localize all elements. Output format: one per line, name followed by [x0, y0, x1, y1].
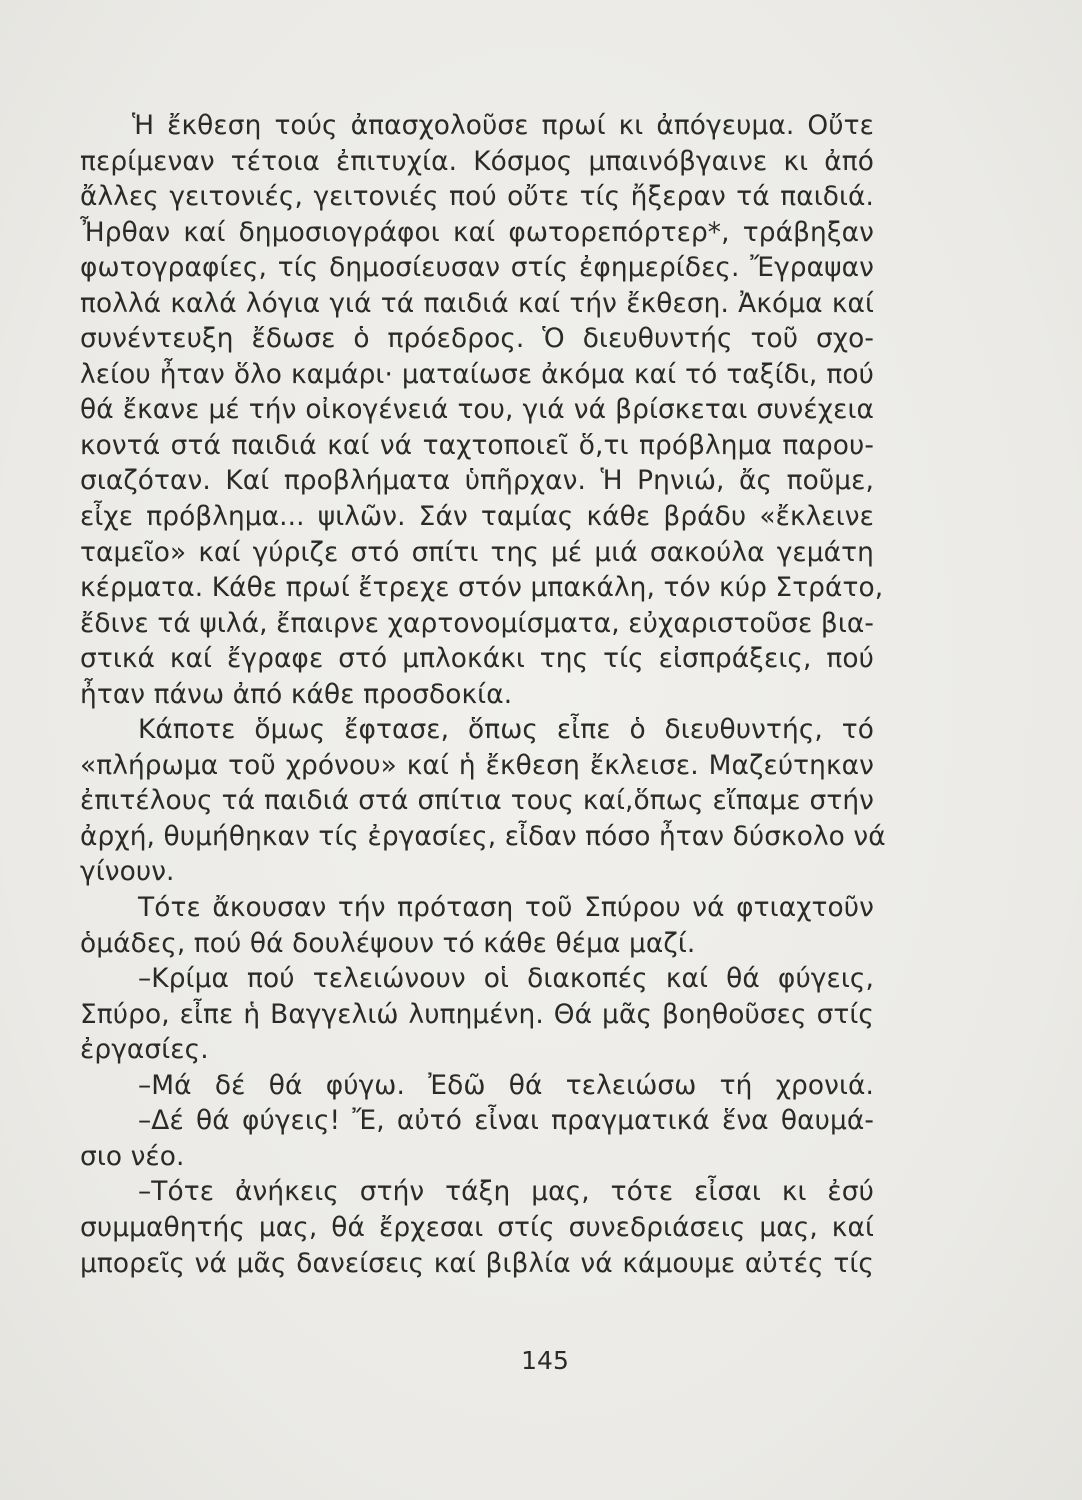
text-line: εἶχε πρόβλημα... ψιλῶν. Σάν ταμίας κάθε βράδυ «ἔκλεινε	[80, 501, 874, 533]
text-line: πολλά καλά λόγια γιά τά παιδιά καί τήν ἔκθεση. Ἀκόμα καί	[80, 287, 874, 319]
text-line: μπορεῖς νά μᾶς δανείσεις καί βιβλία νά κάμουμε αὐτές τίς	[80, 1247, 874, 1279]
text-line: συμμαθητής μας, θά ἔρχεσαι στίς συνεδριάσεις μας, καί	[80, 1211, 874, 1243]
text-line: συνέντευξη ἔδωσε ὁ πρόεδρος. Ὁ διευθυντής τοῦ σχο-	[80, 323, 874, 355]
text-line: ἦταν πάνω ἀπό κάθε προσδοκία.	[80, 678, 513, 710]
text-line: –Κρίμα πού τελειώνουν οἱ διακοπές καί θά φύγεις,	[138, 963, 874, 995]
text-line: περίμεναν τέτοια ἐπιτυχία. Κόσμος μπαινόβγαινε κι ἀπό	[80, 145, 874, 177]
text-line: σιο νέο.	[80, 1140, 185, 1172]
page-number: 145	[521, 1346, 569, 1375]
text-line: Κάποτε ὅμως ἔφτασε, ὅπως εἶπε ὁ διευθυντής, τό	[138, 714, 874, 746]
text-line: Ἦρθαν καί δημοσιογράφοι καί φωτορεπόρτερ*, τράβηξαν	[80, 216, 874, 248]
text-line: Σπύρο, εἶπε ἡ Βαγγελιώ λυπημένη. Θά μᾶς βοηθοῦσες στίς	[80, 998, 874, 1030]
text-line: γίνουν.	[80, 856, 175, 888]
text-line: λείου ἦταν ὅλο καμάρι· ματαίωσε ἀκόμα καί τό ταξίδι, πού	[80, 358, 874, 390]
text-line: –Τότε ἀνήκεις στήν τάξη μας, τότε εἶσαι κι ἐσύ	[138, 1176, 874, 1208]
text-line: Ἡ ἔκθεση τούς ἀπασχολοῦσε πρωί κι ἀπόγευμα. Οὔτε	[132, 110, 874, 141]
text-line: ταμεῖο» καί γύριζε στό σπίτι της μέ μιά σακούλα γεμάτη	[80, 536, 874, 568]
text-line: Τότε ἄκουσαν τήν πρόταση τοῦ Σπύρου νά φτιαχτοῦν	[138, 892, 874, 924]
text-line: ἄλλες γειτονιές, γειτονιές πού οὔτε τίς ἤξεραν τά παιδιά.	[80, 181, 874, 213]
text-line: στικά καί ἔγραφε στό μπλοκάκι της τίς εἰσπράξεις, πού	[80, 643, 874, 675]
text-line: ἔδινε τά ψιλά, ἔπαιρνε χαρτονομίσματα, εὐχαριστοῦσε βια-	[80, 607, 874, 639]
page-body-text	[80, 108, 886, 1281]
text-line: σιαζόταν. Καί προβλήματα ὑπῆρχαν. Ἡ Ρηνιώ, ἄς ποῦμε,	[80, 465, 874, 497]
text-line: φωτογραφίες, τίς δημοσίευσαν στίς ἐφημερίδες. Ἔγραψαν	[80, 252, 874, 284]
text-line: ἐπιτέλους τά παιδιά στά σπίτια τους καί,ὅπως εἴπαμε στήν	[80, 785, 874, 817]
text-line: κοντά στά παιδιά καί νά ταχτοποιεῖ ὅ,τι πρόβλημα παρου-	[80, 429, 874, 461]
text-line: ὁμάδες, πού θά δουλέψουν τό κάθε θέμα μαζί.	[80, 927, 696, 959]
text-line: ἐργασίες.	[80, 1034, 209, 1066]
text-line: «πλήρωμα τοῦ χρόνου» καί ἡ ἔκθεση ἔκλεισε. Μαζεύτηκαν	[80, 749, 874, 781]
text-line: ἀρχή, θυμήθηκαν τίς ἐργασίες, εἶδαν πόσο ἦταν δύσκολο νά	[80, 820, 886, 852]
text-line: κέρματα. Κάθε πρωί ἔτρεχε στόν μπακάλη, τόν κύρ Στράτο,	[80, 572, 884, 604]
text-line: –Δέ θά φύγεις! Ἔ, αὐτό εἶναι πραγματικά ἕνα θαυμά-	[138, 1105, 874, 1137]
text-line: θά ἔκανε μέ τήν οἰκογένειά του, γιά νά βρίσκεται συνέχεια	[80, 394, 874, 426]
text-line: –Μά δέ θά φύγω. Ἐδῶ θά τελειώσω τή χρονιά.	[138, 1069, 874, 1101]
